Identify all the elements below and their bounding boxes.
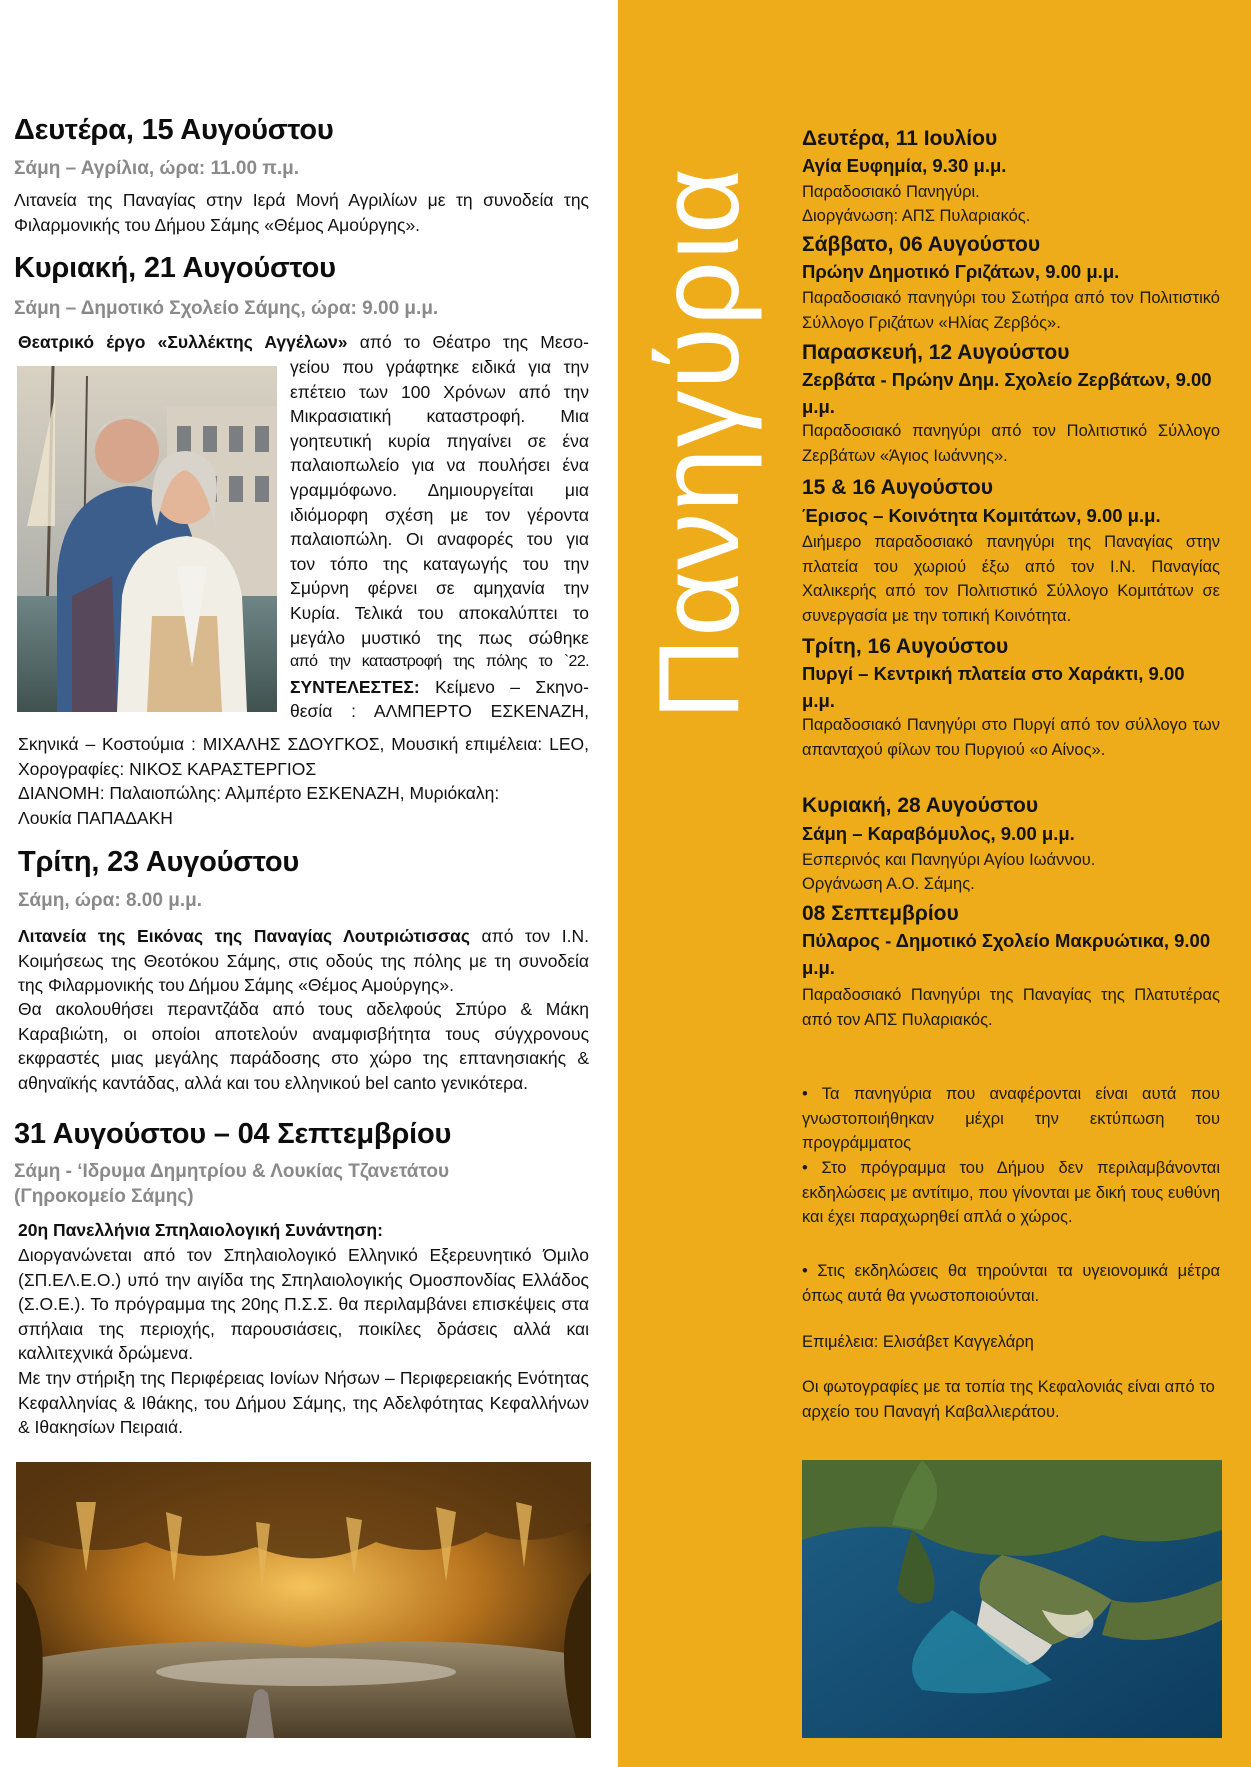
wrap-line: γείου που γράφτηκε ειδικά για την	[290, 357, 589, 377]
wrap-line: Σμύρνη φέρνει σε αμηχανία την	[290, 578, 589, 599]
credits-line	[290, 675, 589, 700]
wrap-line: Μικρασιατική καταστροφή. Μια	[290, 406, 589, 427]
event-description: Θα ακολουθήσει περαντζάδα από τους αδελφούς Σπύρο & Μάκη Καραβιώτη, οι οποίοι αποτελούν αναμφισβήτητα τους σύγχρονους εκφραστές μιας μεγάλης παράδοσης στο χώρο της επτανησιακής & αθηναϊκής καντάδας, αλλά και του ελληνικού bel canto γενικότερα.	[18, 999, 589, 1093]
coast-photo-image	[802, 1460, 1222, 1738]
cave-photo-image	[16, 1462, 591, 1738]
festival-place: Ζερβάτα - Πρώην Δημ. Σχολείο Ζερβάτων, 9.00 μ.μ.	[802, 369, 1212, 417]
coast-photo	[802, 1460, 1222, 1738]
wrap-line: από την καταστροφή της πόλης το `22.	[290, 653, 589, 671]
wrap-line: παλαιοπώλη. Οι αναφορές του για	[290, 529, 589, 550]
festival-description: Παραδοσιακό Πανηγύρι της Παναγίας της Πλατυτέρας από τον ΑΠΣ Πυλαριακός.	[802, 986, 1220, 1029]
event-description: Λιτανεία της Παναγίας στην Ιερά Μονή Αγριλίων με τη συνοδεία της Φιλαρμονικής του Δήμου Σάμης «Θέμος Αμούργης».	[14, 190, 589, 235]
event-date: Κυριακή, 21 Αυγούστου	[14, 252, 336, 284]
note-item: • Στις εκδηλώσεις θα τηρούνται τα υγειονομικά μέτρα όπως αυτά θα γνωστοποιούνται.	[802, 1262, 1220, 1305]
event-description	[18, 924, 589, 998]
event-title-rest: από το Θέατρο της Μεσο-	[347, 332, 589, 352]
festival-description: Παραδοσιακό πανηγύρι από τον Πολιτιστικό Σύλλογο Ζερβάτων «Άγιος Ιωάννης».	[802, 422, 1220, 465]
credits-text: Κείμενο – Σκηνο-	[419, 676, 589, 697]
wrap-line: Κυρία. Τελικά του αποκαλύπτει το	[290, 602, 589, 623]
note-item: • Τα πανηγύρια που αναφέρονται είναι αυτά που γνωστοποιήθηκαν μέχρι την εκτύπωση του προγράμματος	[802, 1085, 1220, 1153]
festival-description: Διήμερο παραδοσιακό πανηγύρι της Παναγίας στην πλατεία του χωριού έξω από τον Ι.Ν. Παναγίας Χαλικερής από τον Πολιτιστικό Σύλλογο Κομιτάτων σε συνεργασία με την τοπική Κοινότητα.	[802, 533, 1220, 625]
vertical-page-title: Πανηγύρια	[636, 166, 763, 720]
event-title-rest: από τον Ι.Ν. Κοιμήσεως της Θεοτόκου Σάμης, στις οδούς της πόλης με τη συνοδεία της Φιλαρμονικής του Δήμου Σάμης «Θέμος Αμούργης».	[18, 926, 589, 996]
festival-date: Δευτέρα, 11 Ιουλίου	[802, 127, 998, 150]
event-subtitle: 20η Πανελλήνια Σπηλαιολογική Συνάντηση:	[18, 1220, 383, 1240]
festival-place: Πυργί – Κεντρική πλατεία στο Χαράκτι, 9.00 μ.μ.	[802, 663, 1185, 711]
event-title: Θεατρικό έργο «Συλλέκτης Αγγέλων»	[18, 332, 348, 352]
wrap-line: γοητευτική κυρία πηγαίνει σε ένα	[290, 430, 589, 451]
festival-date: 08 Σεπτεμβρίου	[802, 902, 959, 925]
event-text-wrap	[290, 355, 589, 724]
theatre-photo	[17, 366, 277, 712]
wrap-line: γραμμόφωνο. Δημιουργείται μια	[290, 479, 589, 500]
event-title: Λιτανεία της Εικόνας της Παναγίας Λουτριώτισσας	[18, 926, 470, 946]
festival-place: Αγία Ευφημία, 9.30 μ.μ.	[802, 155, 1007, 176]
credits-line: θεσία : ΑΛΜΠΕΡΤΟ ΕΣΚΕΝΑΖΗ,	[290, 701, 589, 722]
event-date: Τρίτη, 23 Αυγούστου	[18, 846, 300, 878]
festival-date: 15 & 16 Αυγούστου	[802, 476, 993, 499]
event-place: Σάμη – Αγρίλια, ώρα: 11.00 π.μ.	[14, 158, 300, 179]
event-description: Με την στήριξη της Περιφέρειας Ιονίων Νήσων – Περιφερειακής Ενότητας Κεφαλληνίας & Ιθάκης, του Δήμου Σάμης, της Αδελφότητας Κεφαλλήνων & Ιθακησίων Πειραιά.	[18, 1368, 589, 1438]
festival-description: Παραδοσιακό Πανηγύρι στο Πυργί από τον σύλλογο των απανταχού φίλων του Πυργιού «ο Αίνος».	[802, 716, 1220, 759]
event-place: Σάμη – Δημοτικό Σχολείο Σάμης, ώρα: 9.00 μ.μ.	[14, 298, 439, 319]
festival-date: Σάββατο, 06 Αυγούστου	[802, 233, 1041, 256]
festival-description: Εσπερινός και Πανηγύρι Αγίου Ιωάννου.	[802, 851, 1096, 869]
wrap-line: ιδιόμορφη σχέση με τον γέροντα	[290, 504, 589, 525]
event-description: Διοργανώνεται από τον Σπηλαιολογικό Ελληνικό Εξερευνητικό Όμιλο (ΣΠ.ΕΛ.Ε.Ο.) υπό την αιγίδα της Σπηλαιολογικής Ομοσπονδίας Ελλάδος (Σ.Ο.Ε.). Το πρόγραμμα της 20ης Π.Σ.Σ. θα περιλαμβάνει επισκέψεις στα σπήλαια της περιοχής, παρουσιάσεις, ποικίλες δράσεις αλλά και καλλιτεχνικά δρώμενα.	[18, 1245, 589, 1364]
event-date: Δευτέρα, 15 Αυγούστου	[14, 114, 334, 146]
festival-date: Τρίτη, 16 Αυγούστου	[802, 635, 1009, 658]
event-title-line	[18, 330, 589, 355]
festival-place: Έρισος – Κοινότητα Κομιτάτων, 9.00 μ.μ.	[802, 505, 1161, 526]
wrap-line: επέτειο των 100 Χρόνων από την	[290, 381, 589, 402]
credits-text: Σκηνικά – Κοστούμια : ΜΙΧΑΛΗΣ ΣΔΟΥΓΚΟΣ, Μουσική επιμέλεια: LEO, Χορογραφίες: ΝΙΚΟΣ ΚΑΡΑΣΤΕΡΓΙΟΣ	[18, 734, 589, 779]
festival-organizer: Οργάνωση Α.Ο. Σάμης.	[802, 875, 975, 893]
event-place: (Γηροκομείο Σάμης)	[14, 1186, 194, 1207]
festival-description: Παραδοσιακό Πανηγύρι.	[802, 183, 980, 201]
cast-text: Λουκία ΠΑΠΑΔΑΚΗ	[18, 808, 173, 828]
festival-description: Παραδοσιακό πανηγύρι του Σωτήρα από τον Πολιτιστικό Σύλλογο Γριζάτων «Ηλίας Ζερβός».	[802, 289, 1220, 332]
event-date: 31 Αυγούστου – 04 Σεπτεμβρίου	[14, 1118, 452, 1150]
cave-photo	[16, 1462, 591, 1738]
festival-place: Πύλαρος - Δημοτικό Σχολείο Μακρυώτικα, 9.00 μ.μ.	[802, 930, 1211, 978]
festival-date: Κυριακή, 28 Αυγούστου	[802, 794, 1039, 817]
wrap-line: τον τόπο της καταγωγής του την	[290, 553, 589, 574]
wrap-line: παλαιοπωλείο για να πουλήσει ένα	[290, 455, 589, 476]
festival-place: Πρώην Δημοτικό Γριζάτων, 9.00 μ.μ.	[802, 261, 1120, 282]
note-item: • Στο πρόγραμμα του Δήμου δεν περιλαμβάνονται εκδηλώσεις με αντίτιμο, που γίνονται με δική τους ευθύνη και έχει παραχωρηθεί απλά ο χώρος.	[802, 1159, 1220, 1227]
photo-credit: Οι φωτογραφίες με τα τοπία της Κεφαλονιάς είναι από το αρχείο του Παναγή Καβαλλιεράτου.	[802, 1378, 1215, 1421]
festival-organizer: Διοργάνωση: ΑΠΣ Πυλαριακός.	[802, 207, 1031, 225]
wrap-line: μεγάλο μυστικό της πως σώθηκε	[290, 627, 589, 648]
cast-text: ΔΙΑΝΟΜΗ: Παλαιοπώλης: Αλμπέρτο ΕΣΚΕΝΑΖΗ, Μυριόκαλη:	[18, 783, 500, 803]
editor-credit: Επιμέλεια: Ελισάβετ Καγγελάρη	[802, 1333, 1034, 1351]
event-place: Σάμη, ώρα: 8.00 μ.μ.	[18, 890, 203, 911]
festival-date: Παρασκευή, 12 Αυγούστου	[802, 341, 1070, 364]
credits-label: ΣΥΝΤΕΛΕΣΤΕΣ:	[290, 676, 420, 697]
festival-place: Σάμη – Καραβόμυλος, 9.00 μ.μ.	[802, 823, 1075, 844]
event-place: Σάμη - ‘Ιδρυμα Δημητρίου & Λουκίας Τζανετάτου	[14, 1161, 450, 1182]
theatre-photo-image	[17, 366, 277, 712]
